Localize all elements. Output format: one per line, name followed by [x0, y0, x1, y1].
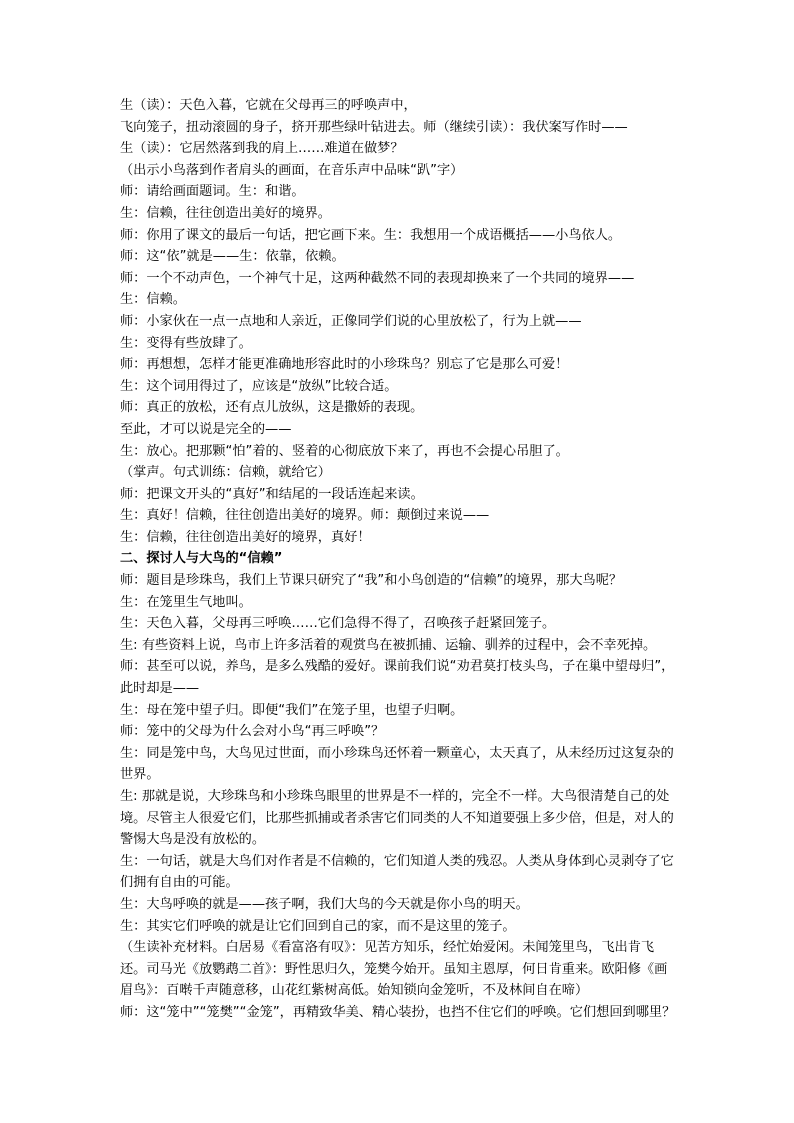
- text-line: 生：信赖。: [120, 292, 186, 308]
- text-line: 师：小家伙在一点一点地和人亲近，正像同学们说的心里放松了，行为上就——: [120, 313, 582, 329]
- text-line: 师：把课文开头的“真好”和结尾的一段话连起来读。: [120, 486, 424, 502]
- text-line: 生：大鸟呼唤的就是——孩子啊，我们大鸟的今天就是你小鸟的明天。: [120, 896, 529, 912]
- text-line: 师：甚至可以说，养鸟，是多么残酷的爱好。课前我们说“劝君莫打枝头鸟，子在巢中望母归”，此时却是——: [120, 659, 675, 697]
- text-line: 生（读）：天色入暮，它就在父母再三的呼唤声中，: [120, 98, 417, 113]
- text-line: 师：笼中的父母为什么会对小鸟“再三呼唤”？: [120, 724, 385, 740]
- text-line: 师：这“笼中”“笼樊”“金笼”，再精致华美、精心装扮，也挡不住它们的呼唤。它们想回到哪里？: [120, 1004, 676, 1020]
- text-line: 生：这个词用得过了，应该是“放纵”比较合适。: [120, 378, 398, 394]
- text-line: 生：一句话，就是大鸟们对作者是不信赖的，它们知道人类的残忍。人类从身体到心灵剥夺了它们拥有自由的可能。: [120, 853, 674, 891]
- section-heading: 二、探讨人与大鸟的“信赖”: [120, 551, 283, 567]
- text-line: 师：你用了课文的最后一句话，把它画下来。生：我想用一个成语概括——小鸟依人。: [120, 227, 622, 243]
- text-line: 生: 那就是说，大珍珠鸟和小珍珠鸟眼里的世界是不一样的，完全不一样。大鸟很清楚自己的处境。尽管主人很爱它们，比那些抓捕或者杀害它们同类的人不知道要强上多少倍，但是，对人的警惕大鸟是没有放松的。: [120, 789, 674, 848]
- text-line: 师：这“依”就是——生：依靠，依赖。: [120, 249, 345, 265]
- document-page: [120, 95, 680, 1024]
- text-line: 师：真正的放松，还有点儿放纵，这是撒娇的表现。: [120, 400, 424, 416]
- text-line: 生：母在笼中望子归。即便“我们”在笼子里，也望子归啊。: [120, 702, 464, 718]
- text-line: 生（读）：它居然落到我的肩上……难道在做梦？: [120, 141, 404, 157]
- text-line: 生：放心。把那颗“怕”着的、竖着的心彻底放下来了，再也不会提心吊胆了。: [120, 443, 569, 459]
- text-line: （生读补充材料。白居易《看富洛有叹》：见苦方知乐，经忙始爱闲。未闻笼里鸟，飞出肯飞还。司马光《放鹦鹉二首》：野性思归久，笼樊今始开。虽知主恩厚，何日肯重来。欧阳修《画眉鸟》：百啭千声随意移，山花红紫树高低。始知锁向金笼听，不及林间自在啼）: [120, 940, 668, 999]
- text-line: 师：请给画面题词。生：和谐。: [120, 184, 305, 200]
- text-line: 师：题目是珍珠鸟，我们上节课只研究了“我”和小鸟创造的“信赖”的境界，那大鸟呢？: [120, 573, 623, 589]
- text-line: 至此，才可以说是完全的——: [120, 421, 292, 437]
- text-line: 生：真好！信赖，往往创造出美好的境界。师：颠倒过来说——: [120, 508, 490, 524]
- text-line: 飞向笼子，扭动滚圆的身子，挤开那些绿叶钻进去。师（继续引读）：我伏案写作时——: [120, 119, 628, 135]
- text-line: 生：天色入暮，父母再三呼唤……它们急得不得了，召唤孩子赶紧回笼子。: [120, 616, 556, 632]
- text-line: 生：变得有些放肆了。: [120, 335, 252, 351]
- text-line: 生：信赖，往往创造出美好的境界，真好！: [120, 529, 371, 545]
- text-line: 生：同是笼中鸟，大鸟见过世面，而小珍珠鸟还怀着一颗童心，太天真了，从未经历过这复杂的世界。: [120, 745, 674, 783]
- text-line: 生：信赖，往往创造出美好的境界。: [120, 205, 331, 221]
- text-line: 师：再想想，怎样才能更准确地形容此时的小珍珠鸟？别忘了它是那么可爱！: [120, 357, 569, 373]
- text-line: 师：一个不动声色，一个神气十足，这两种截然不同的表现却换来了一个共同的境界——: [120, 270, 635, 286]
- text-line: （掌声。句式训练：信赖，就给它）: [120, 465, 331, 481]
- text-line: （出示小鸟落到作者肩头的画面，在音乐声中品味“趴”字）: [120, 162, 464, 178]
- text-line: 生: 有些资料上说，鸟市上许多活着的观赏鸟在被抓捕、运输、驯养的过程中，会不幸死掉。: [120, 637, 657, 653]
- text-line: 生：在笼里生气地叫。: [120, 594, 252, 610]
- text-line: 生：其实它们呼唤的就是让它们回到自己的家，而不是这里的笼子。: [120, 918, 516, 934]
